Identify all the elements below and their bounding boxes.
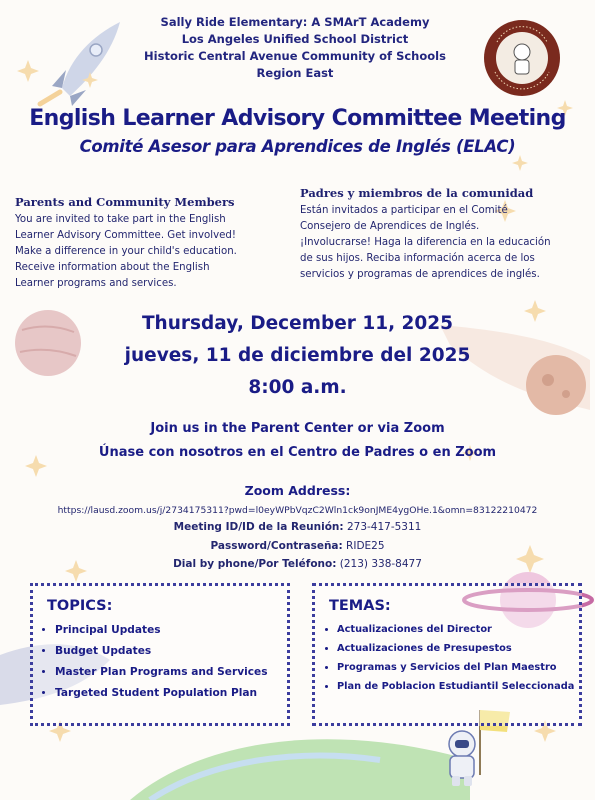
join-spanish: Únase con nosotros en el Centro de Padres o en Zoom xyxy=(98,445,497,460)
dial-phone-value: (213) 338-8477 xyxy=(339,558,422,570)
join-english: Join us in the Parent Center or via Zoom xyxy=(150,421,445,436)
earth-arc xyxy=(130,739,470,800)
tema-item: • Programas y Servicios del Plan Maestro xyxy=(337,658,579,677)
intro-spanish-text xyxy=(300,203,585,283)
intro-english-heading: Parents and Community Members xyxy=(15,195,235,209)
title-english: English Learner Advisory Committee Meeting xyxy=(29,106,566,131)
region-name: Region East xyxy=(256,66,334,80)
intro-english-line: Learner programs and services. xyxy=(15,278,177,289)
temas-list xyxy=(315,620,579,696)
temas-heading: TEMAS: xyxy=(329,598,391,614)
intro-spanish-heading: Padres y miembros de la comunidad xyxy=(300,186,534,200)
district-name: Los Angeles Unified School District xyxy=(181,32,409,46)
topics-list xyxy=(33,620,287,704)
meeting-id xyxy=(0,521,595,533)
temas-box xyxy=(312,583,582,726)
password-label: Password/Contraseña: xyxy=(210,540,343,552)
event-date-english: Thursday, December 11, 2025 xyxy=(141,313,454,334)
intro-spanish-line: servicios y programas de aprendices de inglés. xyxy=(300,269,540,280)
zoom-link[interactable]: https://lausd.zoom.us/j/2734175311?pwd=l0eyWPbVqzC2Wln1ck9onJME4ygOHe.1&omn=83122210472 xyxy=(57,505,538,516)
title-spanish: Comité Asesor para Aprendices de Inglés (ELAC) xyxy=(79,137,516,156)
intro-spanish xyxy=(300,186,585,283)
intro-spanish-line: ¡Involucrarse! Haga la diferencia en la educación xyxy=(300,237,551,248)
rocket-illustration xyxy=(40,22,120,106)
topic-item: • Targeted Student Population Plan xyxy=(55,683,287,704)
meeting-id-label: Meeting ID/ID de la Reunión: xyxy=(173,521,344,533)
intro-english xyxy=(15,195,290,292)
topic-item: • Master Plan Programs and Services xyxy=(55,662,287,683)
meeting-id-value: 273-417-5311 xyxy=(346,521,422,533)
topics-box xyxy=(30,583,290,726)
school-name: Sally Ride Elementary: A SMArT Academy xyxy=(160,15,430,29)
password xyxy=(0,540,595,552)
intro-spanish-line: de sus hijos. Reciba información acerca de los xyxy=(300,253,535,264)
dial-phone xyxy=(0,558,595,570)
intro-english-line: You are invited to take part in the English xyxy=(15,214,226,225)
tema-item: • Plan de Poblacion Estudiantil Seleccionada xyxy=(337,677,579,696)
tema-item: • Actualizaciones de Presupestos xyxy=(337,639,579,658)
intro-english-line: Learner Advisory Committee. Get involved! xyxy=(15,230,236,241)
intro-spanish-line: Consejero de Aprendices de Inglés. xyxy=(300,221,480,232)
intro-english-line: Receive information about the English xyxy=(15,262,210,273)
topic-item: • Principal Updates xyxy=(55,620,287,641)
community-of-schools: Historic Central Avenue Community of Schools xyxy=(144,49,446,63)
password-value: RIDE25 xyxy=(346,540,385,552)
intro-spanish-line: Están invitados a participar en el Comité xyxy=(300,205,508,216)
school-seal-logo xyxy=(484,20,560,96)
intro-english-text xyxy=(15,212,290,292)
topic-item: • Budget Updates xyxy=(55,641,287,662)
zoom-address-heading: Zoom Address: xyxy=(244,483,351,498)
comet-illustration xyxy=(440,325,590,415)
intro-english-line: Make a difference in your child's education. xyxy=(15,246,237,257)
event-date-spanish: jueves, 11 de diciembre del 2025 xyxy=(124,345,471,366)
event-time: 8:00 a.m. xyxy=(248,377,347,398)
dial-phone-label: Dial by phone/Por Teléfono: xyxy=(173,558,337,570)
tema-item: • Actualizaciones del Director xyxy=(337,620,579,639)
school-header xyxy=(110,14,480,82)
topics-heading: TOPICS: xyxy=(47,598,113,614)
